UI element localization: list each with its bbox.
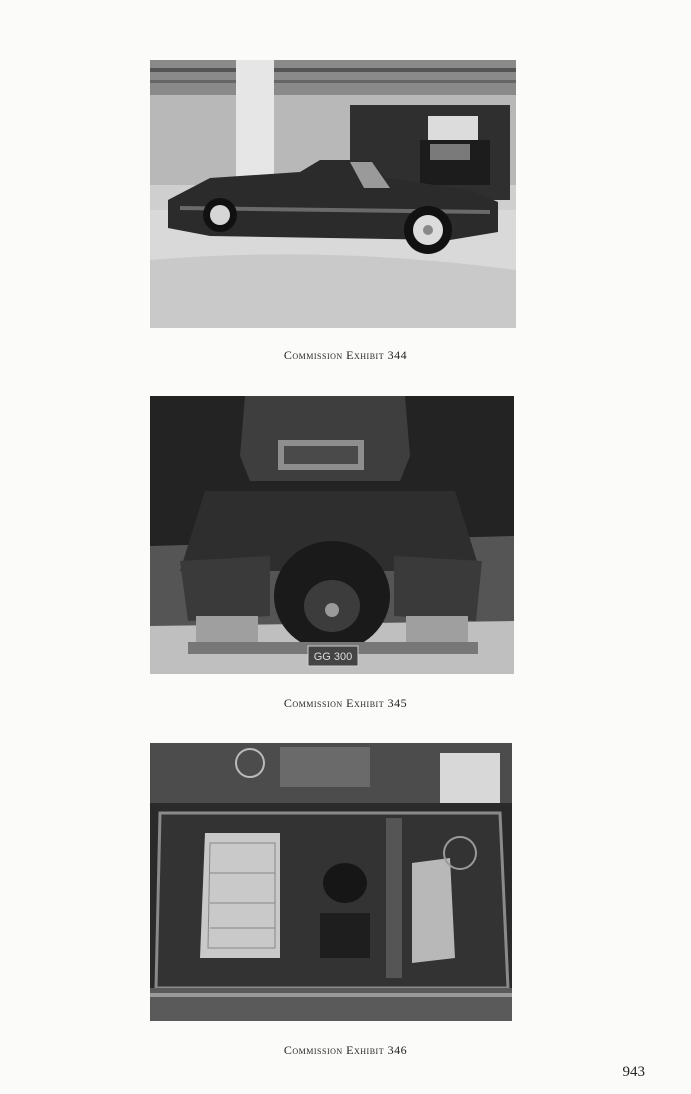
limousine-interior-illustration [150, 743, 512, 1021]
page-number: 943 [622, 1064, 645, 1080]
limousine-side-illustration [150, 60, 516, 328]
figure-caption-1: Commission Exhibit 344 [283, 348, 408, 362]
limousine-rear-illustration [150, 396, 514, 674]
photo-side-view [150, 60, 516, 328]
figure-caption-3: Commission Exhibit 346 [283, 1043, 408, 1057]
license-plate-text: GG 300 [313, 651, 353, 663]
photo-rear-view [150, 396, 514, 674]
figure-caption-2: Commission Exhibit 345 [283, 696, 408, 710]
photo-interior-view [150, 743, 512, 1021]
